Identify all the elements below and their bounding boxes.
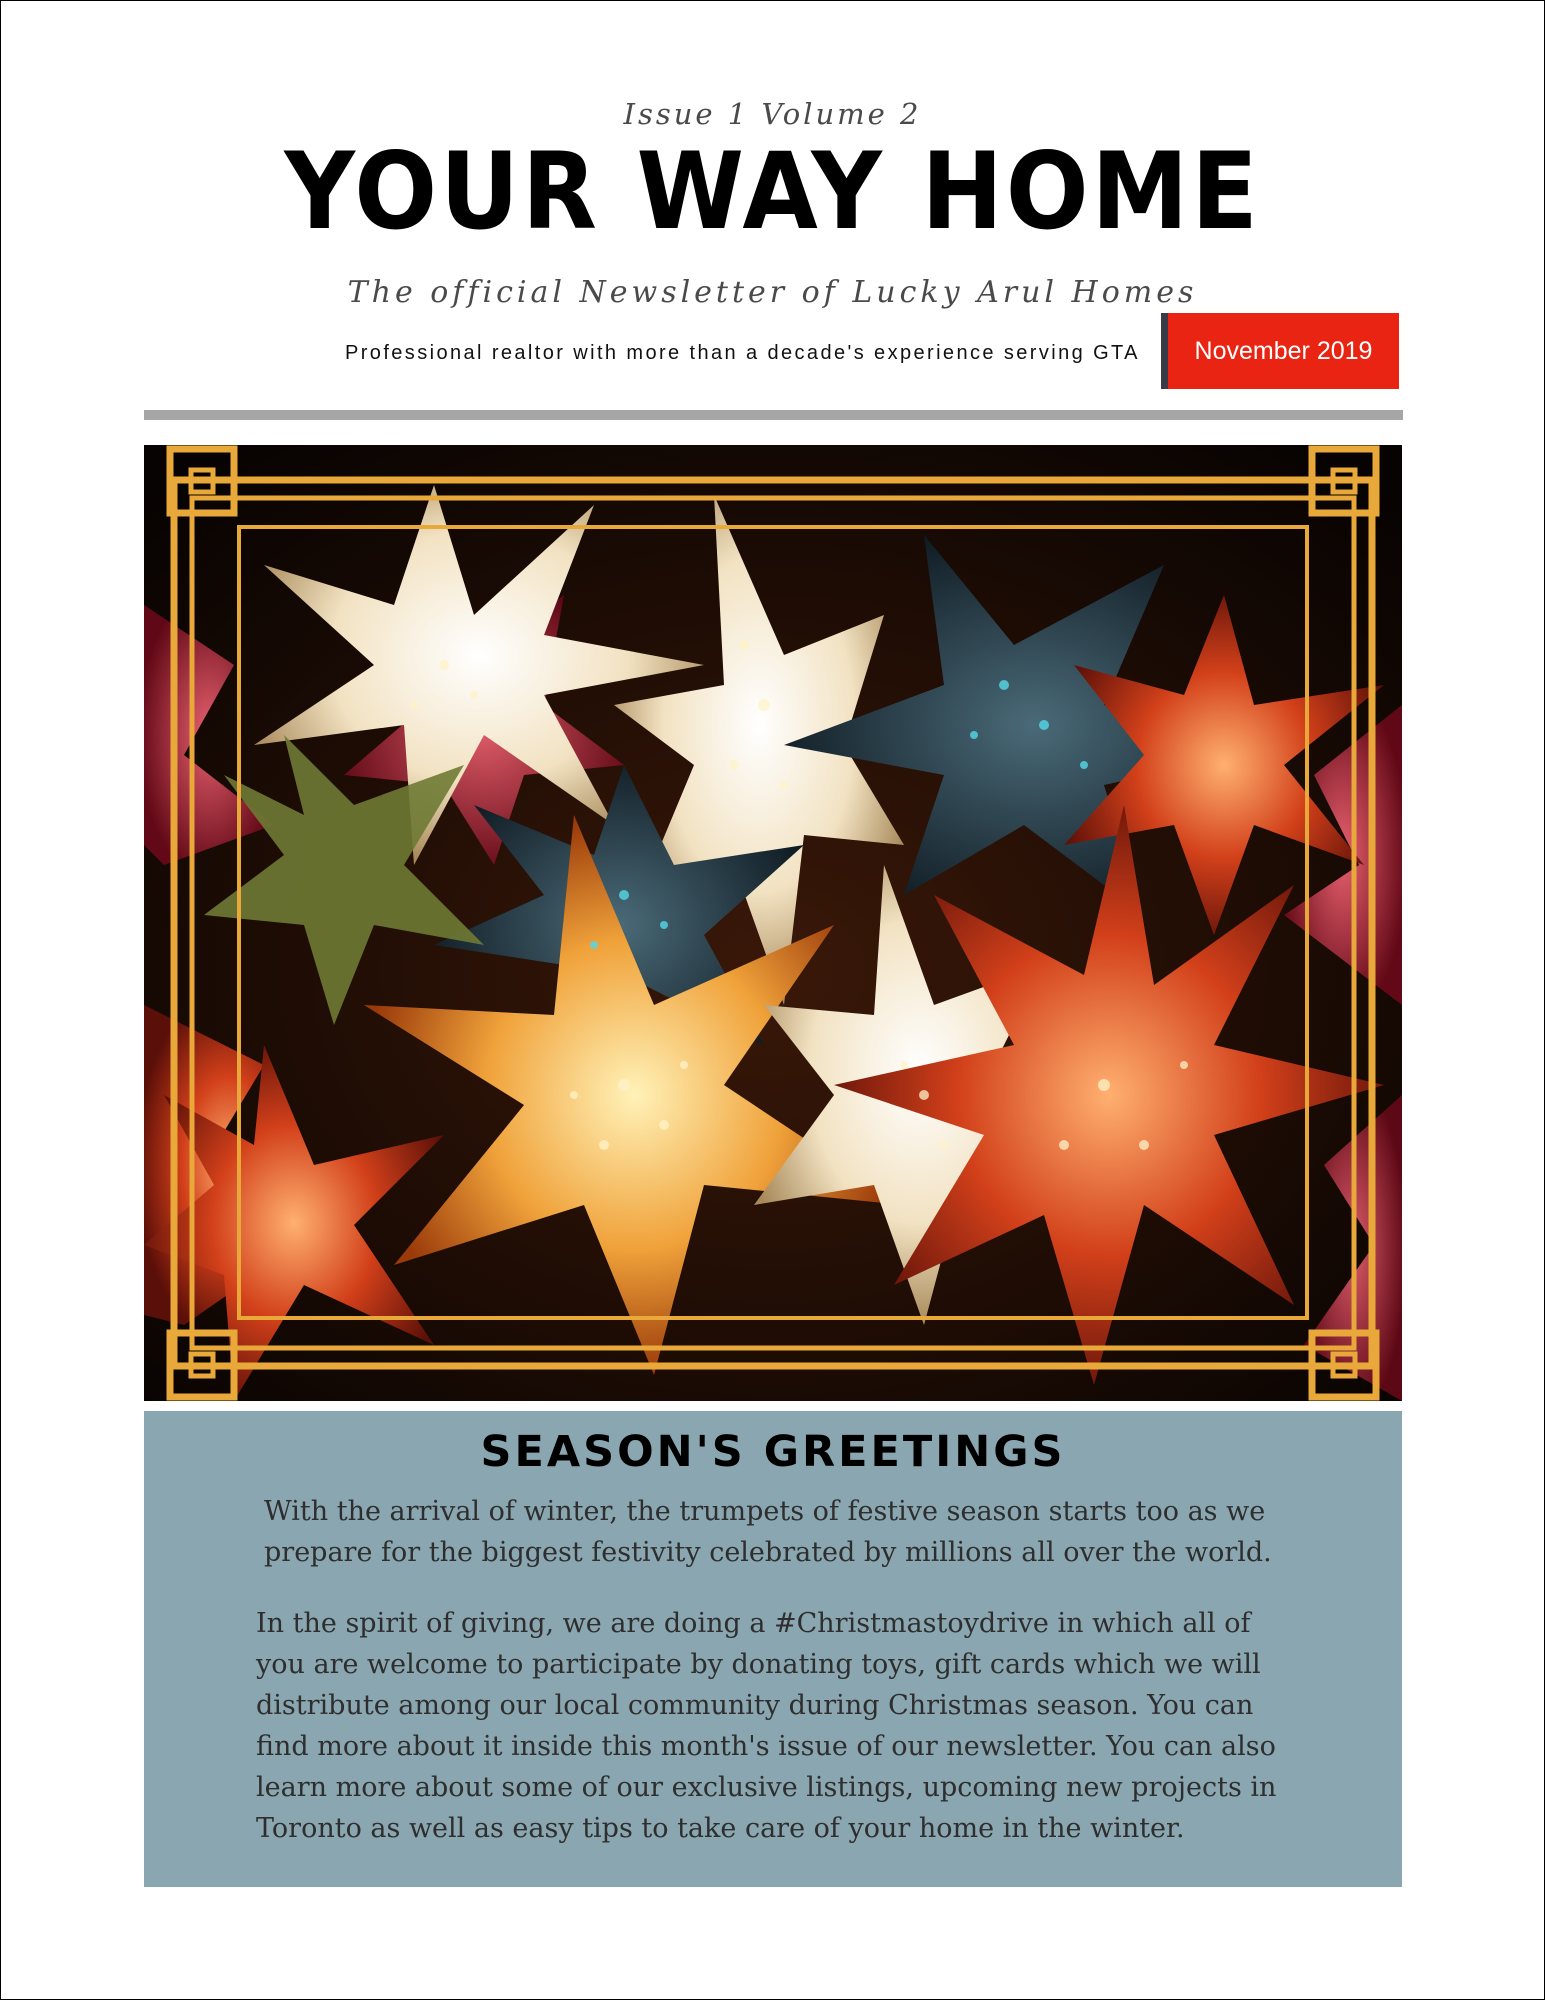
hero-image [144,445,1402,1401]
header-divider [144,410,1403,420]
section-heading: SEASON'S GREETINGS [480,1427,1066,1477]
newsletter-subtitle: The official Newsletter of Lucky Arul Homes [347,275,1198,310]
issue-label: Issue 1 Volume 2 [623,97,922,131]
date-badge: November 2019 [1161,313,1399,389]
intro-paragraph: With the arrival of winter, the trumpets of festive season starts too as we prepare for the biggest festivity celebrated by millions all over the world. [264,1496,1272,1568]
newsletter-title: YOUR WAY HOME [284,130,1261,253]
star-lanterns-illustration [144,445,1402,1401]
season-greetings-section [144,1411,1402,1887]
realtor-tagline: Professional realtor with more than a decade's experience serving GTA [345,342,1140,364]
toy-drive-paragraph: In the spirit of giving, we are doing a #Christmastoydrive in which all of you are welcome to participate by donating toys, gift cards which we will distribute among our local community during Christmas season. You can find more about it inside this month's issue of our newsletter. You can also learn more about some of our exclusive listings, upcoming new projects in Toronto as well as easy tips to take care of your home in the winter. [256,1608,1277,1844]
